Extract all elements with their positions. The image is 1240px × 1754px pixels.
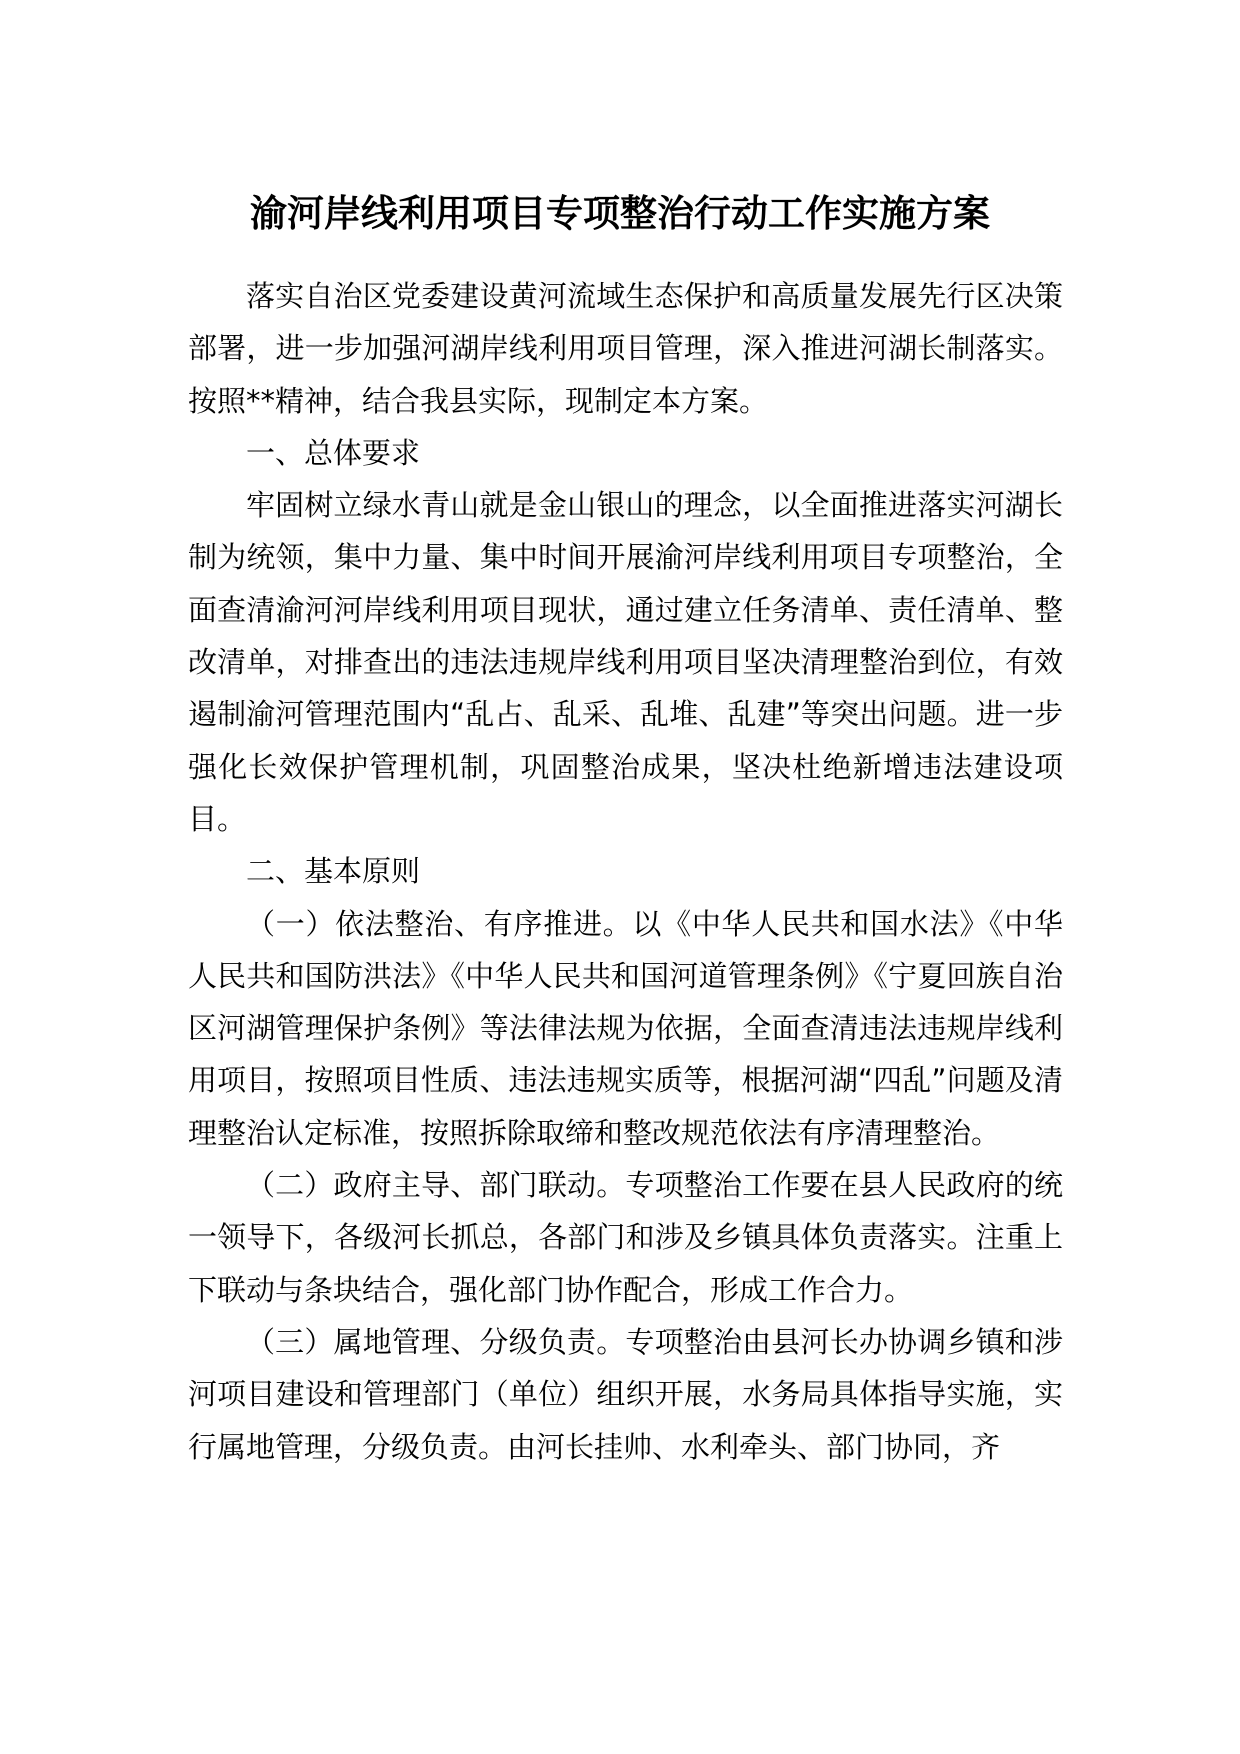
document-body <box>188 270 1063 1473</box>
paragraph-principle-2: （二）政府主导、部门联动。专项整治工作要在县人民政府的统一领导下，各级河长抓总，各部门和涉及乡镇具体负责落实。注重上下联动与条块结合，强化部门协作配合，形成工作合力。 <box>188 1168 1063 1307</box>
paragraph-intro: 落实自治区党委建设黄河流域生态保护和高质量发展先行区决策部署，进一步加强河湖岸线利用项目管理，深入推进河湖长制落实。按照**精神，结合我县实际，现制定本方案。 <box>188 279 1063 418</box>
heading-overall-requirements: 一、总体要求 <box>246 435 421 470</box>
paragraph-principle-3: （三）属地管理、分级负责。专项整治由县河长办协调乡镇和涉河项目建设和管理部门（单位）组织开展，水务局具体指导实施，实行属地管理，分级负责。由河长挂帅、水利牵头、部门协同，齐 <box>188 1324 1063 1464</box>
document-title: 渝河岸线利用项目专项整治行动工作实施方案 <box>250 191 990 235</box>
paragraph-overall-requirements: 牢固树立绿水青山就是金山银山的理念，以全面推进落实河湖长制为统领，集中力量、集中时间开展渝河岸线利用项目专项整治，全面查清渝河河岸线利用项目现状，通过建立任务清单、责任清单、整改清单，对排查出的违法违规岸线利用项目坚决清理整治到位，有效遏制渝河管理范围内“乱占、乱采、乱堆、乱建”等突出问题。进一步强化长效保护管理机制，巩固整治成果，坚决杜绝新增违法建设项目。 <box>188 488 1063 836</box>
paragraph-principle-1: （一）依法整治、有序推进。以《中华人民共和国水法》《中华人民共和国防洪法》《中华人民共和国河道管理条例》《宁夏回族自治区河湖管理保护条例》等法律法规为依据，全面查清违法违规岸线利用项目，按照项目性质、违法违规实质等，根据河湖“四乱”问题及清理整治认定标准，按照拆除取缔和整改规范依法有序清理整治。 <box>188 906 1063 1150</box>
heading-basic-principles: 二、基本原则 <box>246 854 421 889</box>
